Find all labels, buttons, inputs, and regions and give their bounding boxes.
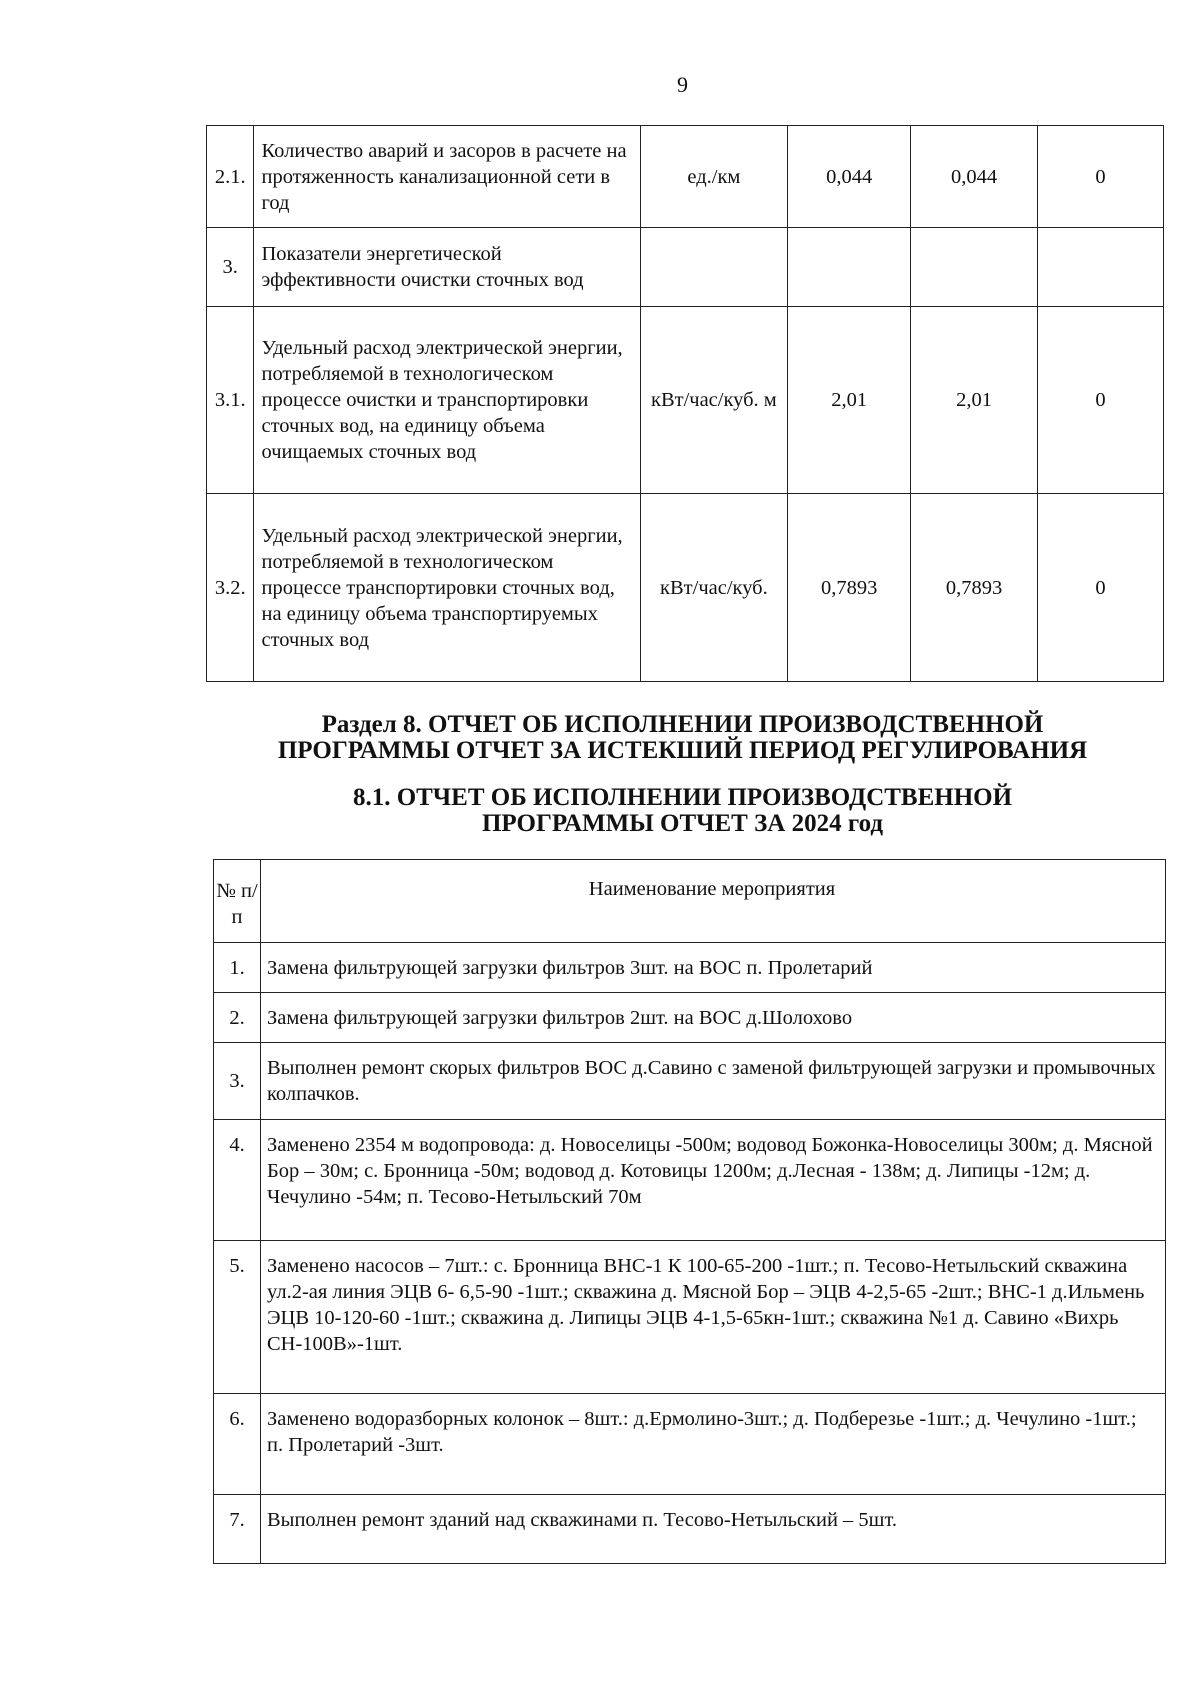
indicator-name: Удельный расход электрической энергии, потребляемой в технологическом процессе транспортировки сточных вод, на единицу объема транспортируемых сточных вод — [254, 494, 640, 682]
indicator-name: Удельный расход электрической энергии, потребляемой в технологическом процессе очистки и транспортировки сточных вод, на единицу объема очищаемых сточных вод — [254, 307, 640, 494]
value-cell: 2,01 — [911, 307, 1038, 494]
unit-cell: ед./км — [640, 126, 788, 228]
value-cell — [788, 228, 911, 307]
subsection-heading-line: ПРОГРАММЫ ОТЧЕТ ЗА 2024 год — [481, 810, 883, 837]
row-number: 2.1. — [207, 126, 254, 228]
unit-cell: кВт/час/куб. м — [640, 307, 788, 494]
activity-text: Заменено насосов – 7шт.: с. Бронница ВНС-1 К 100-65-200 -1шт.; п. Тесово-Нетыльский скважина ул.2-ая линия ЭЦВ 6- 6,5-90 -1шт.; скважина д. Мясной Бор – ЭЦВ 4-2,5-65 -2шт.; ВНС-1 д.Ильмень ЭЦВ 10-120-60 -1шт.; скважина д. Липицы ЭЦВ 4-1,5-65кн-1шт.; скважина №1 д. Савино «Вихрь СН-100В»-1шт. — [261, 1241, 1166, 1394]
row-number: 7. — [214, 1495, 261, 1564]
value-cell: 0,7893 — [788, 494, 911, 682]
activity-text: Заменено 2354 м водопровода: д. Новоселицы -500м; водовод Божонка-Новоселицы 300м; д. Мясной Бор – 30м; с. Бронница -50м; водовод д. Котовицы 1200м; д.Лесная - 138м; д. Липицы -12м; д. Чечулино -54м; п. Тесово-Нетыльский 70м — [261, 1120, 1166, 1241]
table-row — [214, 943, 1166, 993]
activity-text: Заменено водоразборных колонок – 8шт.: д.Ермолино-3шт.; д. Подберезье -1шт.; д. Чечулино -1шт.; п. Пролетарий -3шт. — [261, 1394, 1166, 1495]
row-number: 4. — [214, 1120, 261, 1241]
table-row — [207, 228, 1164, 307]
table-row — [214, 1495, 1166, 1564]
row-number: 3. — [207, 228, 254, 307]
table-row — [214, 1241, 1166, 1394]
value-cell — [911, 228, 1038, 307]
value-cell: 0 — [1038, 307, 1164, 494]
activities-table — [213, 859, 1166, 1564]
value-cell: 0,044 — [788, 126, 911, 228]
section-heading-line: ПРОГРАММЫ ОТЧЕТ ЗА ИСТЕКШИЙ ПЕРИОД РЕГУЛИРОВАНИЯ — [277, 737, 1088, 764]
table-row — [214, 1043, 1166, 1120]
subsection-heading — [0, 785, 1200, 837]
indicators-table — [206, 125, 1164, 682]
column-header-name: Наименование мероприятия — [261, 860, 1166, 943]
table-row — [207, 494, 1164, 682]
row-number: 5. — [214, 1241, 261, 1394]
activity-text: Замена фильтрующей загрузки фильтров 3шт. на ВОС п. Пролетарий — [261, 943, 1166, 993]
section-heading-line: Раздел 8. ОТЧЕТ ОБ ИСПОЛНЕНИИ ПРОИЗВОДСТВЕННОЙ — [321, 711, 1044, 738]
activity-text: Выполнен ремонт зданий над скважинами п. Тесово-Нетыльский – 5шт. — [261, 1495, 1166, 1564]
value-cell — [1038, 228, 1164, 307]
subsection-heading-line: 8.1. ОТЧЕТ ОБ ИСПОЛНЕНИИ ПРОИЗВОДСТВЕННОЙ — [352, 784, 1013, 811]
indicator-name: Количество аварий и засоров в расчете на протяженность канализационной сети в год — [254, 126, 640, 228]
unit-cell — [640, 228, 788, 307]
row-number: 3.2. — [207, 494, 254, 682]
indicator-name: Показатели энергетической эффективности очистки сточных вод — [254, 228, 640, 307]
column-header-number: № п/п — [214, 860, 261, 943]
section-heading — [0, 712, 1200, 764]
value-cell: 0 — [1038, 494, 1164, 682]
table-row — [214, 1394, 1166, 1495]
row-number: 1. — [214, 943, 261, 993]
table-row — [214, 1120, 1166, 1241]
table-row — [207, 126, 1164, 228]
table-row — [207, 307, 1164, 494]
table-row — [214, 993, 1166, 1043]
value-cell: 2,01 — [788, 307, 911, 494]
table-header-row — [214, 860, 1166, 943]
value-cell: 0,7893 — [911, 494, 1038, 682]
unit-cell: кВт/час/куб. — [640, 494, 788, 682]
row-number: 6. — [214, 1394, 261, 1495]
row-number: 2. — [214, 993, 261, 1043]
page-number: 9 — [677, 72, 688, 97]
activity-text: Выполнен ремонт скорых фильтров ВОС д.Савино с заменой фильтрующей загрузки и промывочных колпачков. — [261, 1043, 1166, 1120]
value-cell: 0,044 — [911, 126, 1038, 228]
activity-text: Замена фильтрующей загрузки фильтров 2шт. на ВОС д.Шолохово — [261, 993, 1166, 1043]
row-number: 3.1. — [207, 307, 254, 494]
value-cell: 0 — [1038, 126, 1164, 228]
row-number: 3. — [214, 1043, 261, 1120]
